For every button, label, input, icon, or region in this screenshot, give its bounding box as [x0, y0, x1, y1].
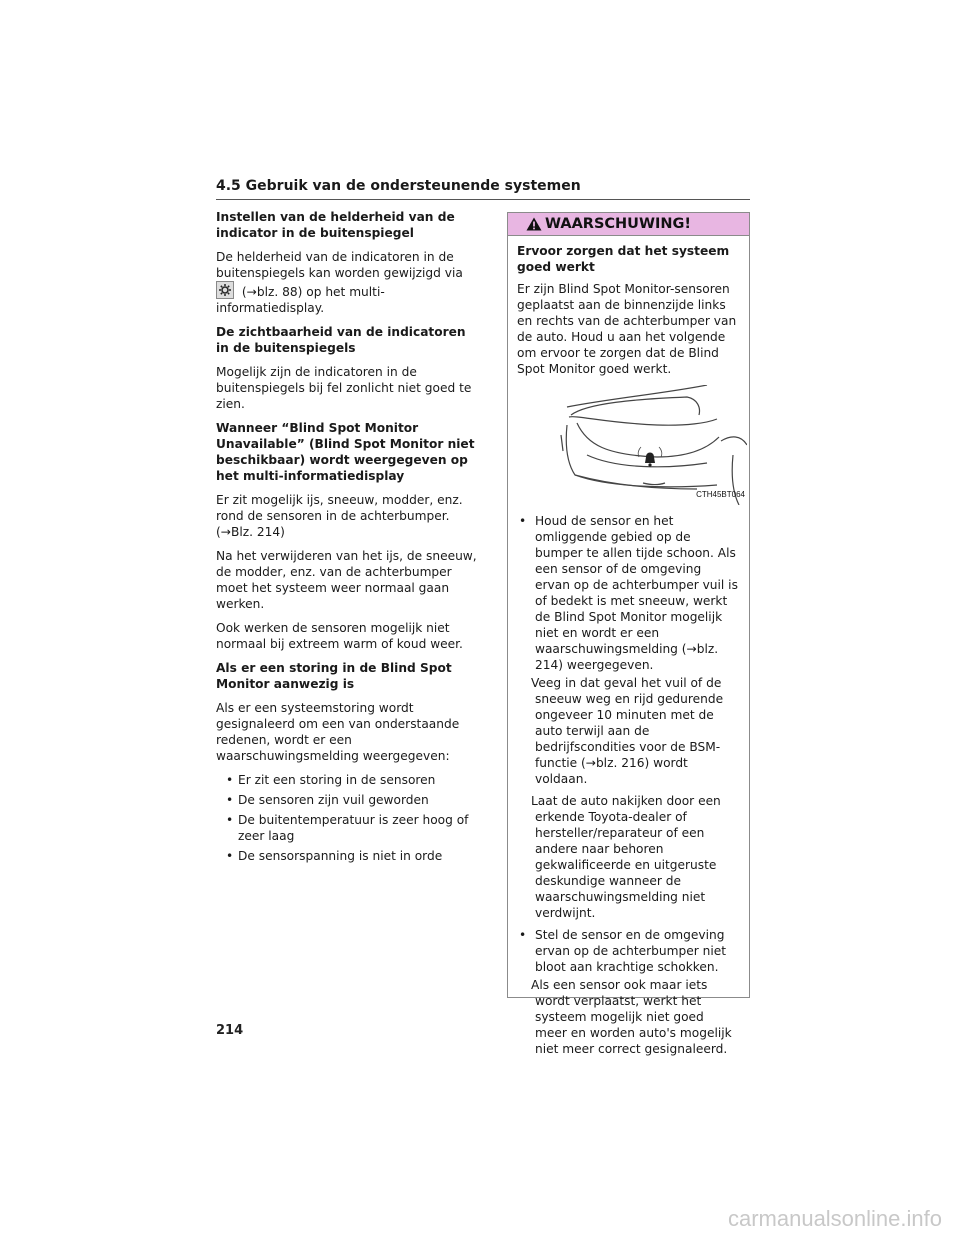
list-item: • De buitentemperatuur is zeer hoog of zeer laag — [216, 812, 478, 844]
malfunction-list — [216, 772, 478, 864]
warning-list — [517, 927, 739, 975]
warning-title: WAARSCHUWING! — [545, 216, 691, 232]
list-item: • De sensorspanning is niet in orde — [216, 848, 478, 864]
paragraph-remove: Na het verwijderen van het ijs, de sneeuw, de modder, enz. van de achterbumper moet het systeem weer normaal gaan werken. — [216, 549, 477, 611]
warning-heading: Ervoor zorgen dat het systeem goed werkt — [517, 244, 730, 274]
warning-subitem: Laat de auto nakijken door een erkende Toyota-dealer of hersteller/reparateur of een andere naar behoren gekwalificeerde en uitgeruste deskundige wanneer de waarschuwingsmelding niet verdwijnt. — [531, 794, 721, 920]
section-title: 4.5 Gebruik van de ondersteunende systemen — [216, 178, 750, 200]
paragraph-malfunction: Als er een systeemstoring wordt gesignaleerd om een van onderstaande redenen, wordt er een waarschuwingsmelding weergegeven: — [216, 701, 460, 763]
warning-box — [507, 212, 750, 1056]
heading-unavailable: Wanneer “Blind Spot Monitor Unavailable” (Blind Spot Monitor niet beschikbaar) wordt weergegeven op het multi-informatiedisplay — [216, 421, 475, 483]
paragraph-brightness-b: (→blz. 88) op het multi-informatiedisplay. — [216, 285, 385, 315]
paragraph-brightness — [216, 249, 478, 316]
warning-intro: Er zijn Blind Spot Monitor-sensoren geplaatst aan de binnenzijde links en rechts van de achterbumper van de auto. Houd u aan het volgende om ervoor te zorgen dat de Blind Spot Monitor goed werkt. — [517, 282, 737, 376]
warning-subitem: Als een sensor ook maar iets wordt verplaatst, werkt het systeem mogelijk niet goed meer en worden auto's mogelijk niet meer correct gesignaleerd. — [531, 978, 732, 1056]
left-column — [216, 209, 478, 870]
list-item: • Er zit een storing in de sensoren — [216, 772, 478, 788]
list-item: • Houd de sensor en het omliggende gebied op de bumper te allen tijde schoon. Als een sensor of de omgeving ervan op de achterbumper vuil is of bedekt is met sneeuw, werkt de Blind Spot Monitor mogelijk niet en wordt er een waarschuwingsmelding (→blz. 214) weergegeven. — [517, 513, 739, 673]
paragraph-visibility: Mogelijk zijn de indicatoren in de buitenspiegels bij fel zonlicht niet goed te zien. — [216, 365, 472, 411]
page-number: 214 — [216, 1023, 244, 1038]
watermark: carmanualsonline.info — [727, 1206, 942, 1231]
heading-malfunction: Als er een storing in de Blind Spot Monitor aanwezig is — [216, 661, 452, 691]
heading-visibility: De zichtbaarheid van de indicatoren in de buitenspiegels — [216, 325, 466, 355]
paragraph-weather: Ook werken de sensoren mogelijk niet normaal bij extreem warm of koud weer. — [216, 621, 463, 651]
heading-brightness: Instellen van de helderheid van de indicator in de buitenspiegel — [216, 210, 455, 240]
paragraph-brightness-a: De helderheid van de indicatoren in de buitenspiegels kan worden gewijzigd via — [216, 250, 463, 280]
warning-header — [508, 213, 749, 236]
warning-subitem: Veeg in dat geval het vuil of de sneeuw weg en rijd gedurende ongeveer 10 minuten met de auto terwijl aan de bedrijfscondities voor de BSM-functie (→blz. 216) wordt voldaan. — [531, 676, 724, 786]
figure-caption: CTH45BT064 — [696, 490, 745, 499]
warning-list — [517, 513, 739, 673]
settings-icon — [216, 281, 234, 299]
rear-bumper-illustration — [547, 385, 747, 505]
list-item: • Stel de sensor en de omgeving ervan op de achterbumper niet bloot aan krachtige schokken. — [517, 927, 739, 975]
list-item: • De sensoren zijn vuil geworden — [216, 792, 478, 808]
paragraph-ice: Er zit mogelijk ijs, sneeuw, modder, enz. rond de sensoren in de achterbumper. (→Blz. 214) — [216, 493, 463, 539]
warning-triangle-icon — [526, 217, 542, 231]
